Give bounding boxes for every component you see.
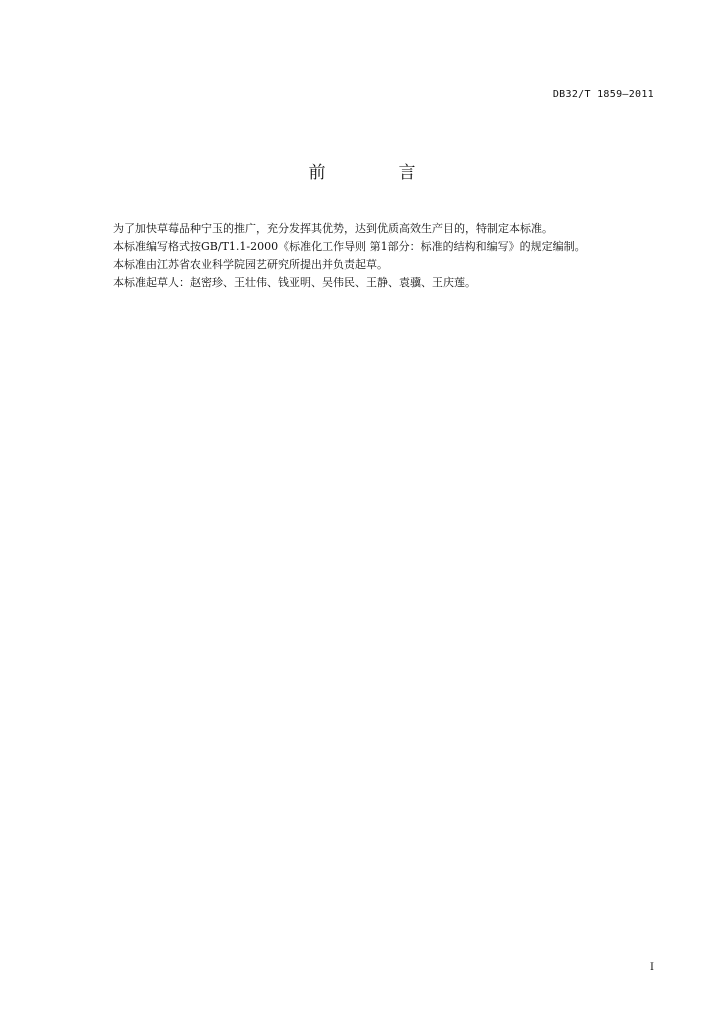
paragraph-drafters: 本标准起草人：赵密珍、王壮伟、钱亚明、吴伟民、王静、袁骥、王庆莲。 [113,276,476,289]
paragraph-format: 本标准编写格式按GB/T1.1-2000《标准化工作导则 第1部分：标准的结构和编写》的规定编制。 [113,240,586,253]
paragraph-proposer: 本标准由江苏省农业科学院园艺研究所提出并负责起草。 [113,258,388,271]
foreword-body [113,220,673,292]
page-number: I [650,962,654,973]
standard-code-header: DB32/T 1859—2011 [552,89,654,100]
paragraph-purpose: 为了加快草莓品种宁玉的推广，充分发挥其优势，达到优质高效生产目的，特制定本标准。 [113,222,553,235]
page-title: 前 言 [308,163,444,183]
